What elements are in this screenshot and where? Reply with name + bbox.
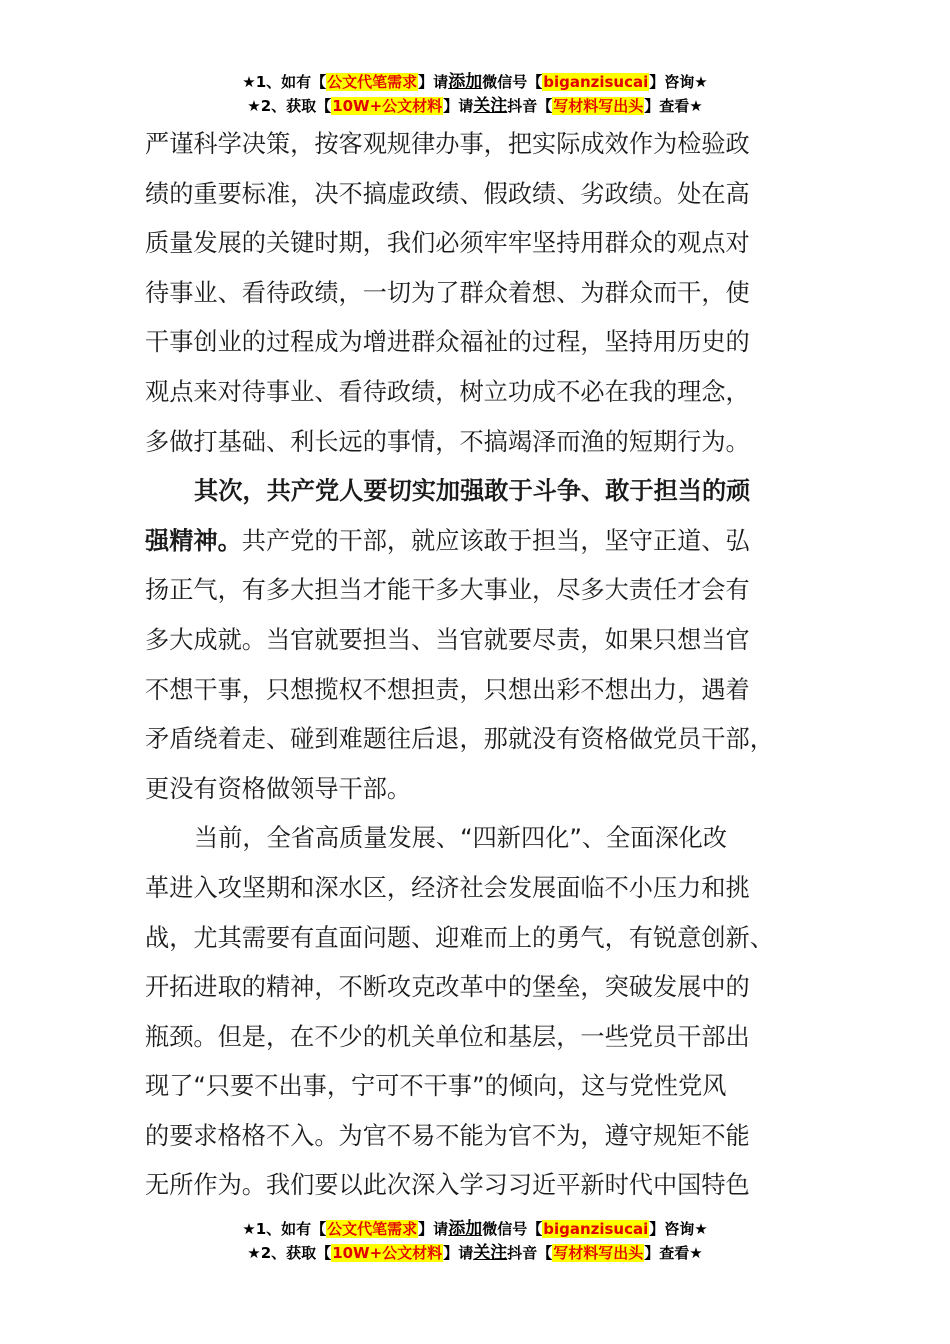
banner-text: 】请 xyxy=(443,1244,474,1262)
text-line: 战，尤其需要有直面问题、迎难而上的勇气，有锐意创新、 xyxy=(145,923,774,952)
banner-text: 】查看★ xyxy=(644,97,703,115)
text-line: 革进入攻坚期和深水区，经济社会发展面临不小压力和挑 xyxy=(145,873,750,902)
text-line: 干事创业的过程成为增进群众福祉的过程，坚持用历史的 xyxy=(145,328,750,357)
banner-wechat-id: biganzisucai xyxy=(543,73,649,91)
text-line: 观点来对待事业、看待政绩，树立功成不必在我的理念， xyxy=(145,377,750,406)
text-line xyxy=(145,517,805,567)
text-line: 质量发展的关键时期，我们必须牢牢坚持用群众的观点对 xyxy=(145,229,750,258)
text-line: 当前，全省高质量发展、“四新四化”、全面深化改 xyxy=(194,824,728,853)
banner-text: 】请 xyxy=(418,73,449,91)
text-line: 无所作为。我们要以此次深入学习习近平新时代中国特色 xyxy=(145,1171,750,1200)
banner-highlight: 写材料写出头 xyxy=(553,1244,644,1262)
banner-text: 】咨询★ xyxy=(649,73,708,91)
document-body xyxy=(145,120,805,1211)
banner-underlined: 关注 xyxy=(473,96,508,116)
banner-highlight: 写材料写出头 xyxy=(553,97,644,115)
text-line: 不想干事，只想揽权不想担责，只想出彩不想出力，遇着 xyxy=(145,675,750,704)
text-line: 严谨科学决策，按客观规律办事，把实际成效作为检验政 xyxy=(145,130,750,158)
header-banner xyxy=(0,70,950,118)
banner-text: ★2、获取【 xyxy=(247,1244,332,1262)
text-line: 更没有资格做领导干部。 xyxy=(145,774,412,803)
banner-underlined: 添加 xyxy=(448,1219,483,1239)
banner-text: 】咨询★ xyxy=(649,1220,708,1238)
banner-text: 微信号【 xyxy=(482,1220,543,1238)
banner-text: 抖音【 xyxy=(507,1244,553,1262)
banner-underlined: 添加 xyxy=(448,72,483,92)
bold-heading-end: 强精神。 xyxy=(145,526,242,555)
banner-text: ★1、如有【 xyxy=(242,73,327,91)
banner-wechat-id: biganzisucai xyxy=(543,1220,649,1238)
banner-line-2 xyxy=(0,94,950,118)
banner-underlined: 关注 xyxy=(473,1243,508,1263)
text-line: 待事业、看待政绩，一切为了群众着想、为群众而干，使 xyxy=(145,278,750,307)
banner-highlight: 公文代笔需求 xyxy=(327,73,418,91)
paragraph-1 xyxy=(145,120,805,467)
banner-line-2 xyxy=(0,1241,950,1265)
banner-text: 】请 xyxy=(443,97,474,115)
bold-heading-line: 其次，共产党人要切实加强敢于斗争、敢于担当的顽 xyxy=(194,477,751,506)
banner-highlight: 10W+公文材料 xyxy=(332,97,443,115)
text-line: 多做打基础、利长远的事情，不搞竭泽而渔的短期行为。 xyxy=(145,427,750,456)
text-line: 的要求格格不入。为官不易不能为官不为，遵守规矩不能 xyxy=(145,1121,750,1150)
banner-line-1 xyxy=(0,1217,950,1241)
paragraph-3 xyxy=(145,814,805,1211)
text-line: 多大成就。当官就要担当、当官就要尽责，如果只想当官 xyxy=(145,625,750,654)
banner-highlight: 公文代笔需求 xyxy=(327,1220,418,1238)
banner-highlight: 10W+公文材料 xyxy=(332,1244,443,1262)
footer-banner xyxy=(0,1217,950,1265)
text-line: 瓶颈。但是，在不少的机关单位和基层，一些党员干部出 xyxy=(145,1022,750,1051)
banner-text: 抖音【 xyxy=(507,97,553,115)
text-line: 现了“只要不出事，宁可不干事”的倾向，这与党性党风 xyxy=(145,1072,727,1101)
banner-line-1 xyxy=(0,70,950,94)
text-line: 矛盾绕着走、碰到难题往后退，那就没有资格做党员干部， xyxy=(145,725,774,754)
banner-text: 】请 xyxy=(418,1220,449,1238)
text-line: 开拓进取的精神，不断攻克改革中的堡垒，突破发展中的 xyxy=(145,973,750,1002)
text-line: 绩的重要标准，决不搞虚政绩、假政绩、劣政绩。处在高 xyxy=(145,179,750,208)
text-line: 扬正气，有多大担当才能干多大事业，尽多大责任才会有 xyxy=(145,576,750,605)
banner-text: 】查看★ xyxy=(644,1244,703,1262)
banner-text: 微信号【 xyxy=(482,73,543,91)
banner-text: ★1、如有【 xyxy=(242,1220,327,1238)
banner-text: ★2、获取【 xyxy=(247,97,332,115)
text-run: 共产党的干部，就应该敢于担当，坚守正道、弘 xyxy=(241,526,750,555)
paragraph-2 xyxy=(145,467,805,814)
